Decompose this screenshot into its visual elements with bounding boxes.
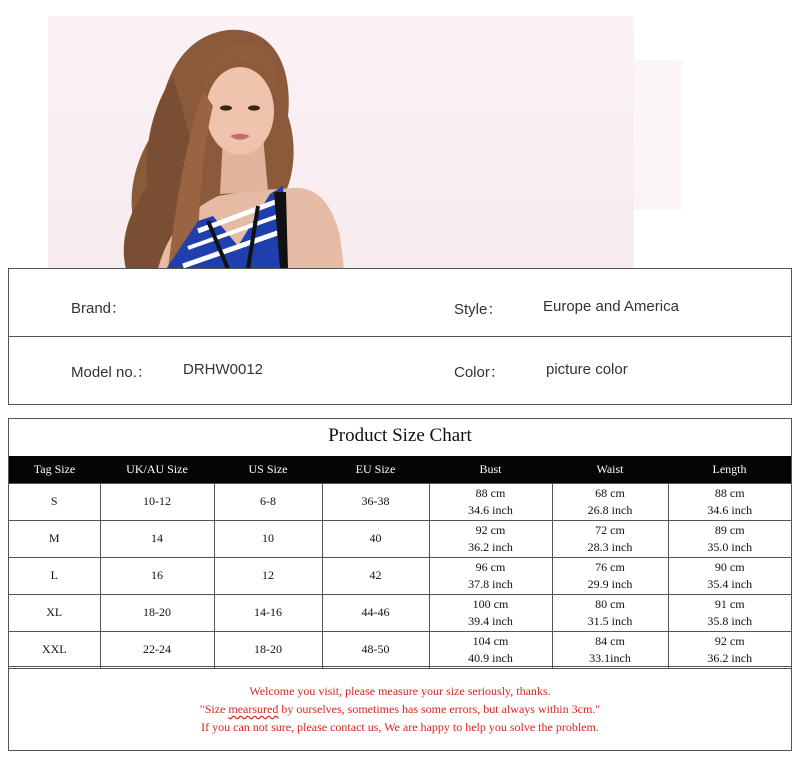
size-notes (9, 682, 791, 736)
tag-size-cell: L (9, 557, 100, 594)
info-divider (9, 336, 791, 337)
length-inch: 35.0 inch (707, 539, 753, 554)
us-size-cell: 14-16 (214, 594, 322, 631)
eu-size-cell: 42 (322, 557, 429, 594)
style-value: Europe and America (543, 298, 679, 315)
waist-cm: 72 cm (595, 522, 625, 537)
header-length: Length (668, 456, 791, 483)
bust-cm: 104 cm (472, 633, 509, 648)
size-chart (8, 418, 792, 751)
length-cm: 91 cm (714, 596, 745, 611)
uk-au-size-cell: 16 (100, 557, 214, 594)
bust-inch: 37.8 inch (468, 576, 513, 591)
us-size-cell: 10 (214, 520, 322, 557)
eu-size-cell: 48-50 (322, 631, 429, 668)
length-cell (668, 631, 791, 668)
bust-cell (429, 557, 552, 594)
eu-size-cell: 36-38 (322, 483, 429, 520)
bust-inch: 36.2 inch (468, 539, 513, 554)
uk-au-size-cell: 22-24 (100, 631, 214, 668)
notes-line-2-underlined: mearsured (228, 702, 279, 716)
notes-line-3: If you can not sure, please contact us, We are happy to help you solve the problem. (201, 720, 599, 734)
waist-cell (552, 557, 668, 594)
model-label: Model no.： (71, 364, 152, 381)
notes-line-2-suffix: by ourselves, sometimes has some errors, but always within 3cm." (278, 702, 601, 716)
tag-size-cell: XXL (9, 631, 100, 668)
length-inch: 35.8 inch (707, 613, 753, 628)
color-value: picture color (546, 361, 628, 378)
length-cm: 89 cm (714, 522, 745, 537)
table-row (9, 631, 791, 668)
length-cell (668, 594, 791, 631)
bust-cm: 96 cm (475, 559, 506, 574)
header-us-size: US Size (214, 456, 322, 483)
notes-line-1: Welcome you visit, please measure your size seriously, thanks. (249, 684, 551, 698)
length-cm: 92 cm (714, 633, 745, 648)
bust-cell (429, 483, 552, 520)
notes-line-2 (9, 700, 791, 718)
waist-cm: 76 cm (595, 559, 625, 574)
waist-inch: 33.1inch (589, 650, 631, 665)
tag-size-cell: XL (9, 594, 100, 631)
waist-inch: 28.3 inch (587, 539, 633, 554)
color-label: Color： (454, 364, 505, 381)
waist-cell (552, 631, 668, 668)
bust-cell (429, 631, 552, 668)
waist-inch: 29.9 inch (587, 576, 633, 591)
uk-au-size-cell: 10-12 (100, 483, 214, 520)
table-row (9, 520, 791, 557)
waist-cell (552, 520, 668, 557)
header-tag-size: Tag Size (9, 456, 100, 483)
bust-cm: 100 cm (472, 596, 509, 611)
header-uk-au-size: UK/AU Size (100, 456, 214, 483)
length-inch: 36.2 inch (707, 650, 753, 665)
header-bust: Bust (429, 456, 552, 483)
size-chart-title: Product Size Chart (328, 425, 472, 446)
notes-line-2-prefix: "Size (199, 702, 229, 716)
model-value: DRHW0012 (183, 361, 264, 378)
bust-inch: 40.9 inch (468, 650, 513, 665)
waist-cm: 84 cm (595, 633, 625, 648)
length-cell (668, 483, 791, 520)
header-waist: Waist (552, 456, 668, 483)
bust-inch: 34.6 inch (468, 502, 513, 517)
model-illustration (48, 16, 634, 269)
us-size-cell: 18-20 (214, 631, 322, 668)
model-photo (48, 16, 634, 269)
table-row (9, 483, 791, 520)
brand-label: Brand： (71, 300, 127, 317)
notes-divider (9, 666, 791, 667)
waist-cm: 68 cm (595, 485, 625, 500)
length-cm: 90 cm (714, 559, 745, 574)
bust-cell (429, 594, 552, 631)
length-inch: 34.6 inch (707, 502, 753, 517)
table-row (9, 557, 791, 594)
header-eu-size: EU Size (322, 456, 429, 483)
eu-size-cell: 40 (322, 520, 429, 557)
size-table-header (9, 456, 791, 483)
length-cell (668, 557, 791, 594)
product-info-box (8, 268, 792, 405)
eu-size-cell: 44-46 (322, 594, 429, 631)
waist-cell (552, 483, 668, 520)
bust-inch: 39.4 inch (468, 613, 513, 628)
waist-cm: 80 cm (595, 596, 625, 611)
uk-au-size-cell: 18-20 (100, 594, 214, 631)
waist-cell (552, 594, 668, 631)
us-size-cell: 6-8 (214, 483, 322, 520)
uk-au-size-cell: 14 (100, 520, 214, 557)
tag-size-cell: S (9, 483, 100, 520)
us-size-cell: 12 (214, 557, 322, 594)
style-label: Style： (454, 301, 503, 318)
length-cell (668, 520, 791, 557)
bust-cell (429, 520, 552, 557)
table-row (9, 594, 791, 631)
waist-inch: 31.5 inch (587, 613, 633, 628)
length-inch: 35.4 inch (707, 576, 753, 591)
bust-cm: 88 cm (475, 485, 506, 500)
tag-size-cell: M (9, 520, 100, 557)
waist-inch: 26.8 inch (587, 502, 633, 517)
length-cm: 88 cm (714, 485, 745, 500)
size-table (9, 456, 791, 669)
bust-cm: 92 cm (475, 522, 506, 537)
photo-background-patch (634, 60, 682, 210)
